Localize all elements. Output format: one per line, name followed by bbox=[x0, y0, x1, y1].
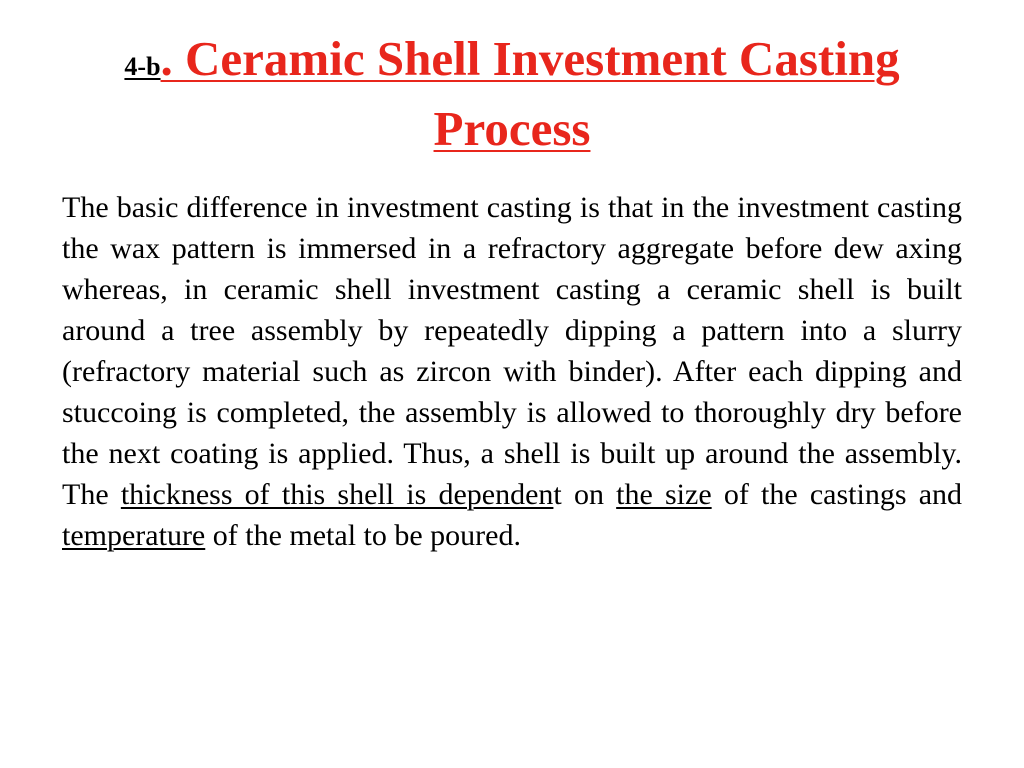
title-heading: . Ceramic Shell Investment Casting Process bbox=[160, 31, 900, 156]
underlined-phrase-thickness: thickness of this shell is dependen bbox=[120, 478, 554, 511]
slide-title bbox=[60, 28, 964, 165]
body-paragraph bbox=[62, 187, 962, 556]
paragraph-text-2: t on bbox=[553, 478, 617, 511]
paragraph-text-3: of the castings and bbox=[711, 478, 963, 511]
title-section-number: 4-b bbox=[124, 52, 161, 81]
paragraph-text-4: of the metal to be poured. bbox=[205, 519, 521, 552]
underlined-phrase-temperature: temperature bbox=[62, 519, 206, 552]
underlined-phrase-size: the size bbox=[616, 478, 712, 511]
paragraph-text-1: The basic difference in investment casting is that in the investment casting the wax pattern is immersed in a refractory aggregate before dew axing whereas, in ceramic shell investment casting a ceramic shell is built around a tree assembly by repeatedly dipping a pattern into a slurry (refractory material such as zircon with binder). After each dipping and stuccoing is completed, the assembly is allowed to thoroughly dry before the next coating is applied. Thus, a shell is built up around the assembly. The bbox=[62, 191, 962, 511]
